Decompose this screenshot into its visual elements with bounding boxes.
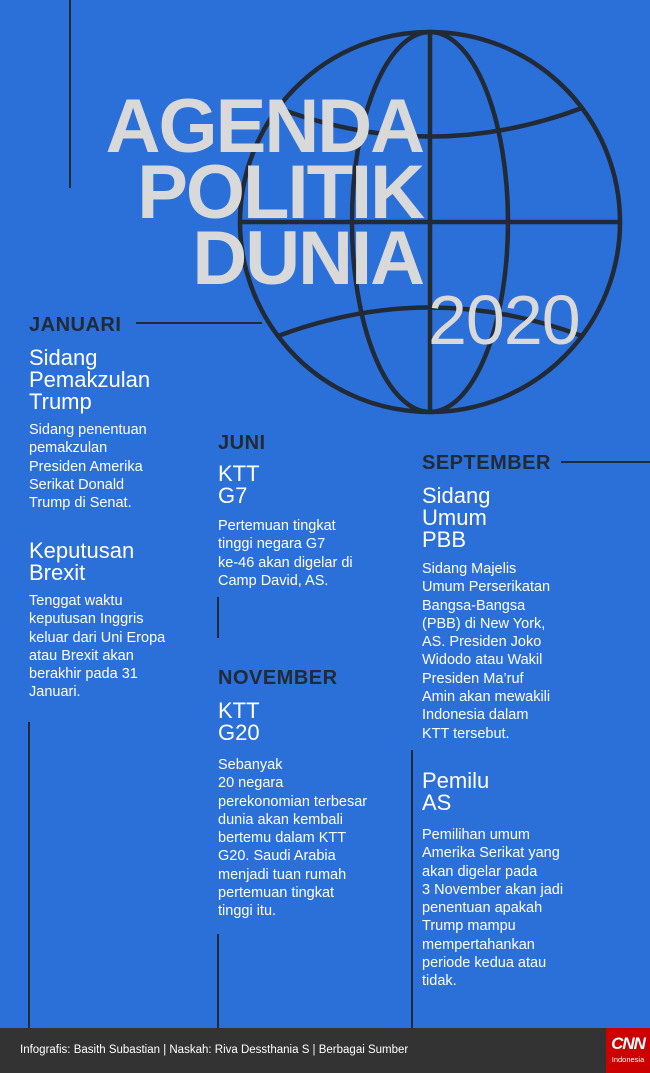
desc-line: penentuan apakah [422, 900, 543, 917]
event-title-line: Pemakzulan [29, 367, 151, 392]
footer-bar [0, 1028, 650, 1073]
event-title-sidang-umum-pbb [422, 485, 491, 551]
desc-line: akan digelar pada [422, 863, 538, 880]
event-title-line: Keputusan [29, 538, 135, 563]
desc-line: atau Brexit akan [29, 647, 134, 664]
desc-line: Umum Perserikatan [422, 579, 551, 596]
desc-line: Tenggat waktu [29, 593, 123, 609]
logo-subtext: Indonesia [611, 1055, 645, 1064]
desc-line: berakhir pada 31 [29, 666, 138, 683]
desc-line: Sebanyak [218, 757, 283, 773]
event-title-line: Sidang [29, 345, 98, 370]
desc-line: Serikat Donald [29, 476, 125, 493]
desc-line: dunia akan kembali [218, 811, 343, 828]
desc-line: G20. Saudi Arabia [218, 848, 336, 865]
event-title-ktt-g7 [218, 463, 260, 507]
title-line-1: AGENDA [105, 84, 423, 169]
desc-line: Camp David, AS. [218, 572, 329, 589]
event-title-line: KTT [218, 698, 260, 723]
desc-line: pemakzulan [29, 440, 108, 457]
event-title-keputusan-brexit [29, 540, 134, 584]
desc-line: Trump mampu [422, 918, 516, 935]
desc-line: Presiden Ma’ruf [422, 670, 524, 687]
event-title-line: AS [422, 790, 452, 815]
desc-line: perekonomian terbesar [218, 793, 368, 810]
event-title-line: Brexit [29, 560, 86, 585]
desc-line: tinggi negara G7 [218, 536, 326, 553]
event-desc-pemilu-as [422, 826, 563, 991]
desc-line: periode kedua atau [422, 955, 547, 972]
desc-line: keluar dari Uni Eropa [29, 629, 166, 646]
desc-line: Indonesia dalam [422, 707, 529, 724]
desc-line: keputusan Inggris [29, 611, 144, 628]
desc-line: Sidang penentuan [29, 422, 147, 438]
event-desc-sidang-pemakzulan [29, 421, 147, 512]
desc-line: tinggi itu. [218, 903, 277, 920]
desc-line: bertemu dalam KTT [218, 830, 347, 847]
desc-line: tidak. [422, 973, 457, 990]
event-title-sidang-pemakzulan [29, 347, 150, 413]
logo-text: CNN [611, 1034, 645, 1053]
desc-line: Widodo atau Wakil [422, 652, 543, 669]
title-line-3: DUNIA [192, 216, 423, 301]
event-title-line: G20 [218, 720, 260, 745]
footer-credit: Infografis: Basith Subastian | Naskah: Riva Dessthania S | Berbagai Sumber [20, 1044, 409, 1056]
event-title-line: Trump [29, 389, 92, 414]
desc-line: Trump di Senat. [29, 495, 132, 512]
desc-line: Pemilihan umum [422, 827, 530, 843]
desc-line: 20 negara [218, 775, 284, 792]
month-januari: JANUARI [29, 314, 122, 336]
month-juni: JUNI [218, 432, 266, 454]
desc-line: menjadi tuan rumah [218, 866, 347, 883]
desc-line: Presiden Amerika [29, 458, 143, 475]
cnn-indonesia-logo [606, 1028, 650, 1073]
desc-line: Pertemuan tingkat [218, 518, 336, 534]
title-year: 2020 [428, 281, 580, 359]
event-title-line: Sidang [422, 483, 491, 508]
event-title-ktt-g20 [218, 700, 260, 744]
desc-line: Bangsa-Bangsa [422, 597, 526, 614]
event-title-line: G7 [218, 483, 248, 508]
event-title-line: Pemilu [422, 768, 490, 793]
desc-line: KTT tersebut. [422, 725, 510, 742]
desc-line: pertemuan tingkat [218, 885, 335, 902]
event-title-line: Umum [422, 505, 487, 530]
event-desc-ktt-g7 [218, 517, 353, 590]
desc-line: 3 November akan jadi [422, 881, 564, 898]
event-title-pemilu-as [422, 770, 489, 814]
desc-line: (PBB) di New York, [422, 615, 546, 632]
title-line-2: POLITIK [137, 150, 423, 235]
event-title-line: KTT [218, 461, 260, 486]
desc-line: Sidang Majelis [422, 561, 517, 577]
month-september: SEPTEMBER [422, 452, 551, 474]
desc-line: ke-46 akan digelar di [218, 554, 353, 571]
desc-line: mempertahankan [422, 936, 535, 953]
event-desc-keputusan-brexit [29, 592, 165, 702]
desc-line: Januari. [29, 684, 81, 701]
month-november: NOVEMBER [218, 667, 338, 689]
desc-line: Amerika Serikat yang [422, 845, 560, 862]
event-desc-sidang-umum-pbb [422, 560, 550, 743]
desc-line: AS. Presiden Joko [422, 634, 542, 651]
desc-line: Amin akan mewakili [422, 689, 551, 706]
event-title-line: PBB [422, 527, 467, 552]
event-desc-ktt-g20 [218, 756, 367, 921]
